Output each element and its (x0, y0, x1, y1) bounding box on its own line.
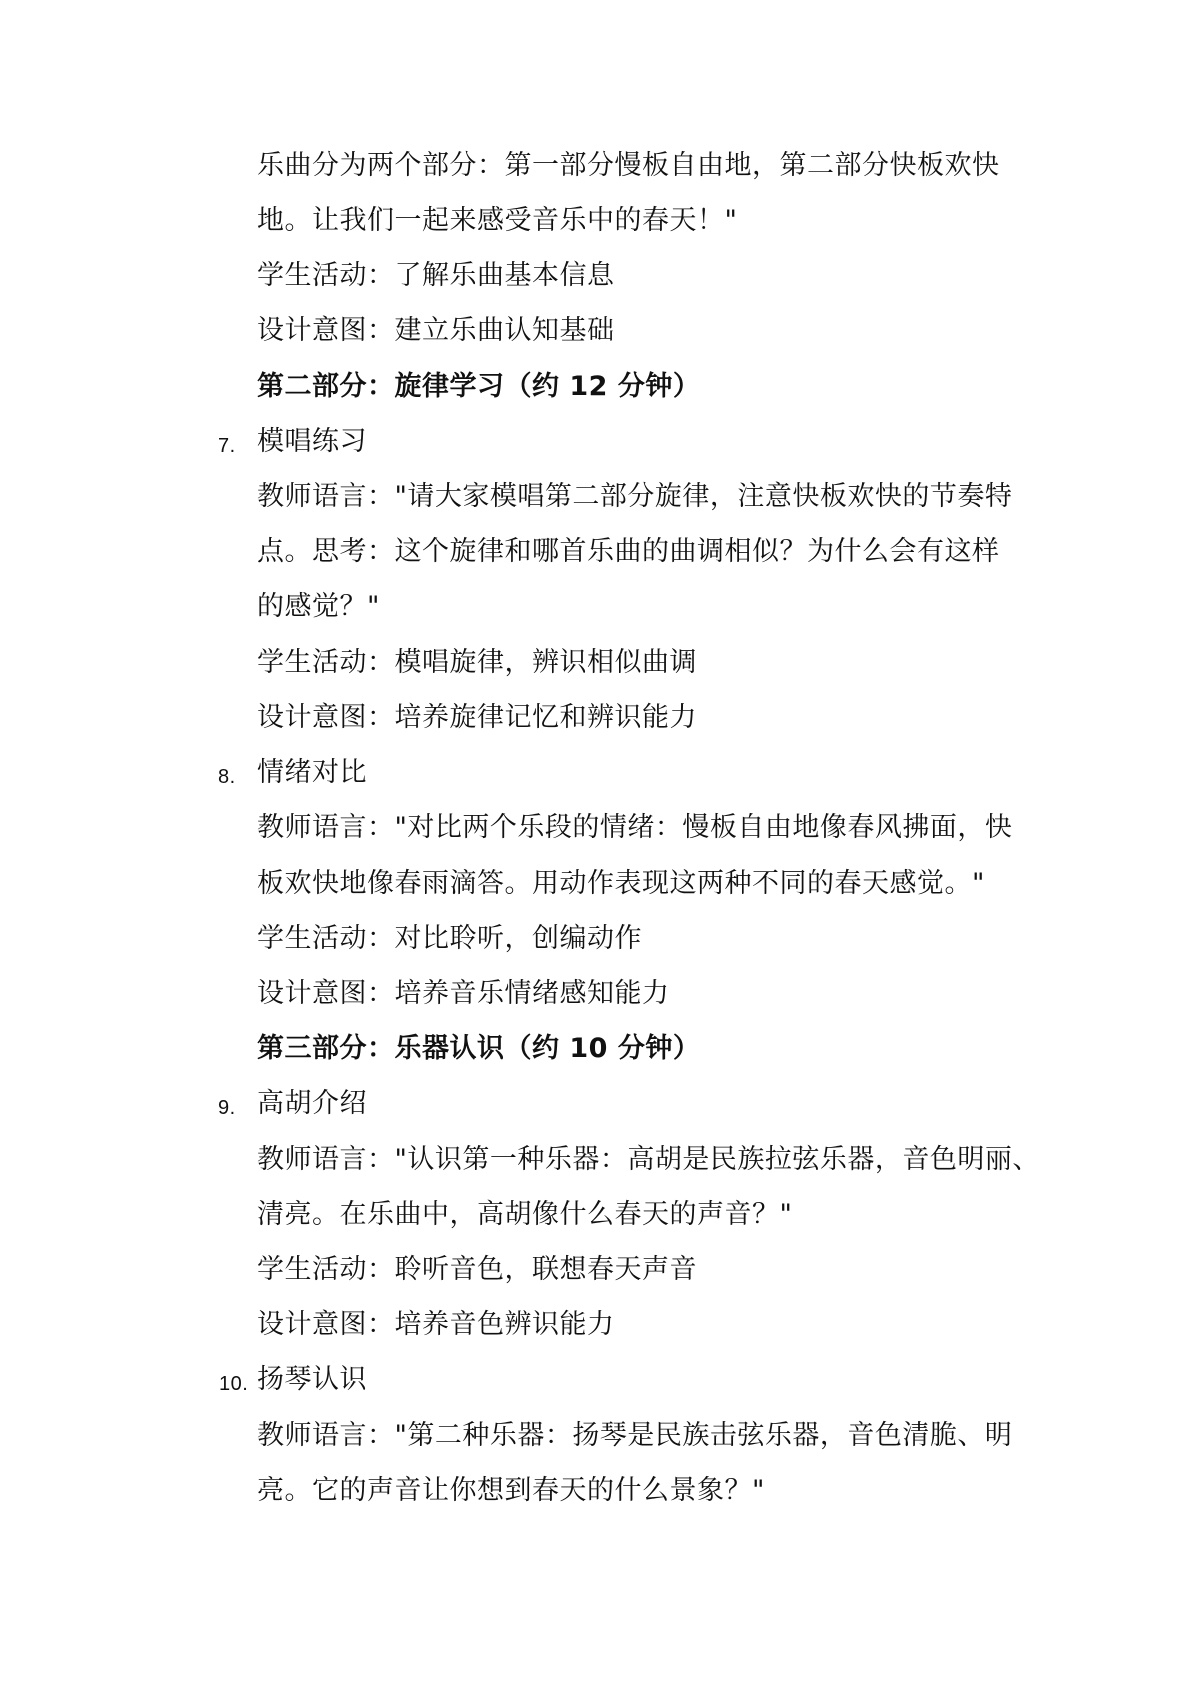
item-number: 8. (218, 766, 236, 788)
numbered-item (218, 1086, 367, 1122)
design-intent-line: 设计意图：培养音乐情绪感知能力 (257, 978, 670, 1009)
item-title: 扬琴认识 (257, 1364, 367, 1395)
body-text-line: 乐曲分为两个部分：第一部分慢板自由地，第二部分快板欢快 (257, 150, 1000, 181)
numbered-item (218, 424, 367, 460)
teacher-language-line: 教师语言："请大家模唱第二部分旋律，注意快板欢快的节奏特 (257, 481, 1013, 512)
student-activity-line: 学生活动：聆听音色，联想春天声音 (257, 1254, 697, 1285)
section-heading: 第二部分：旋律学习（约 12 分钟） (257, 371, 701, 402)
teacher-language-line: 教师语言："认识第一种乐器：高胡是民族拉弦乐器，音色明丽、 (257, 1144, 1040, 1175)
design-intent-line: 设计意图：培养旋律记忆和辨识能力 (257, 702, 697, 733)
design-intent-line: 设计意图：建立乐曲认知基础 (257, 315, 615, 346)
teacher-language-line: 教师语言："对比两个乐段的情绪：慢板自由地像春风拂面，快 (257, 812, 1013, 843)
body-text-line: 板欢快地像春雨滴答。用动作表现这两种不同的春天感觉。" (257, 868, 985, 899)
teacher-language-line: 教师语言："第二种乐器：扬琴是民族击弦乐器，音色清脆、明 (257, 1420, 1013, 1451)
body-text-line: 点。思考：这个旋律和哪首乐曲的曲调相似？为什么会有这样 (257, 536, 1000, 567)
item-title: 模唱练习 (257, 426, 367, 457)
numbered-item (218, 755, 367, 791)
item-number: 7. (218, 435, 236, 457)
design-intent-line: 设计意图：培养音色辨识能力 (257, 1309, 615, 1340)
item-number: 9. (218, 1097, 236, 1119)
section-heading: 第三部分：乐器认识（约 10 分钟） (257, 1033, 701, 1064)
item-title: 高胡介绍 (257, 1088, 367, 1119)
body-text-line: 的感觉？" (257, 591, 380, 622)
body-text-line: 清亮。在乐曲中，高胡像什么春天的声音？" (257, 1199, 793, 1230)
item-number: 10. (219, 1373, 249, 1395)
student-activity-line: 学生活动：了解乐曲基本信息 (257, 260, 615, 291)
student-activity-line: 学生活动：对比聆听，创编动作 (257, 923, 642, 954)
numbered-item (219, 1362, 367, 1398)
body-text-line: 地。让我们一起来感受音乐中的春天！" (257, 205, 738, 236)
student-activity-line: 学生活动：模唱旋律，辨识相似曲调 (257, 647, 697, 678)
item-title: 情绪对比 (257, 757, 367, 788)
body-text-line: 亮。它的声音让你想到春天的什么景象？" (257, 1475, 765, 1506)
